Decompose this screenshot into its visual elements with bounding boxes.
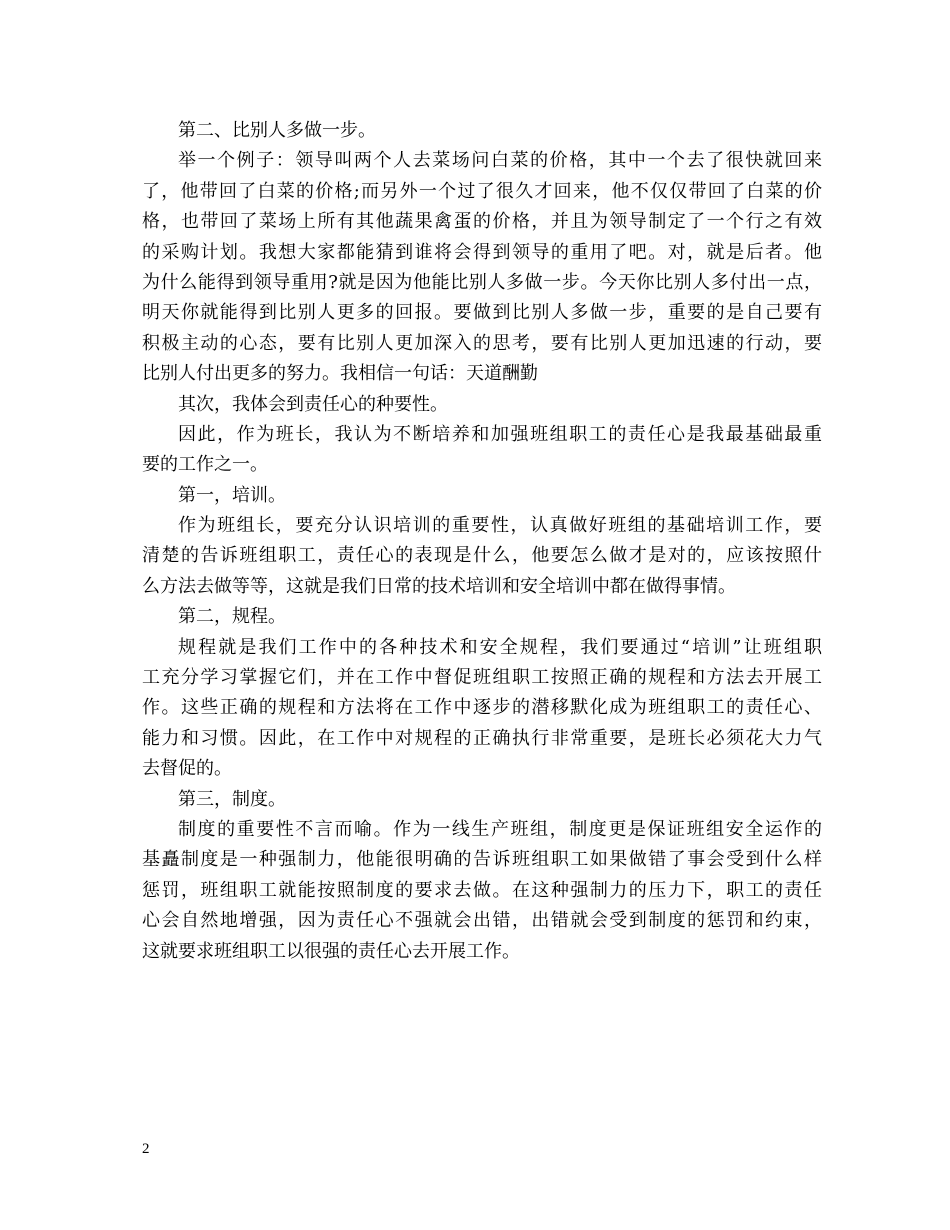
text-line: 为什么能得到领导重用?就是因为他能比别人多做一步。今天你比别人多付出一点， <box>142 271 822 293</box>
paragraph-heading: 第二、比别人多做一步。 <box>178 120 376 141</box>
text-line: 比别人付出更多的努力。我相信一句话：天道酬勤 <box>142 363 538 385</box>
text-line: 因此，作为班长，我认为不断培养和加强班组职工的责任心是我最基础最重 <box>178 423 822 445</box>
text-line: 惩罚，班组职工就能按照制度的要求去做。在这种强制力的压力下，职工的责任 <box>142 879 822 901</box>
text-line: 格，也带回了菜场上所有其他蔬果禽蛋的价格，并且为领导制定了一个行之有效 <box>142 211 822 233</box>
text-line: 作为班组长，要充分认识培训的重要性，认真做好班组的基础培训工作，要 <box>178 515 822 537</box>
text-line: 工充分学习掌握它们，并在工作中督促班组职工按照正确的规程和方法去开展工 <box>142 667 822 689</box>
text-line: 去督促的。 <box>142 758 232 780</box>
text-line: 这就要求班组职工以很强的责任心去开展工作。 <box>142 940 520 962</box>
paragraph-heading: 第一，培训。 <box>178 484 286 506</box>
text-line: 心会自然地增强，因为责任心不强就会出错，出错就会受到制度的惩罚和约束， <box>142 910 822 932</box>
paragraph-heading: 其次，我体会到责任心的种要性。 <box>178 393 448 415</box>
paragraph-heading: 第三，制度。 <box>178 788 286 810</box>
text-line: 规程就是我们工作中的各种技术和安全规程，我们要通过“培训”让班组职 <box>178 636 822 658</box>
text-line: 明天你就能得到比别人更多的回报。要做到比别人多做一步，重要的是自己要有 <box>142 302 822 324</box>
text-line: 积极主动的心态，要有比别人更加深入的思考，要有比别人更加迅速的行动，要 <box>142 332 822 354</box>
body-text <box>142 116 822 967</box>
page-number: 2 <box>142 1141 150 1157</box>
text-line: 的采购计划。我想大家都能猜到谁将会得到领导的重用了吧。对，就是后者。他 <box>142 241 822 263</box>
text-line: 基矗制度是一种强制力，他能很明确的告诉班组职工如果做错了事会受到什么样 <box>142 849 822 871</box>
text-line: 要的工作之一。 <box>142 454 268 476</box>
text-line: 了，他带回了白菜的价格;而另外一个过了很久才回来，他不仅仅带回了白菜的价 <box>142 180 822 202</box>
text-line: 制度的重要性不言而喻。作为一线生产班组，制度更是保证班组安全运作的 <box>178 818 822 840</box>
paragraph-heading: 第二，规程。 <box>178 606 286 628</box>
text-line: 清楚的告诉班组职工，责任心的表现是什么，他要怎么做才是对的，应该按照什 <box>142 545 822 567</box>
text-line: 作。这些正确的规程和方法将在工作中逐步的潜移默化成为班组职工的责任心、 <box>142 697 822 719</box>
text-line: 举一个例子：领导叫两个人去菜场问白菜的价格，其中一个去了很快就回来 <box>178 150 822 172</box>
text-line: 能力和习惯。因此，在工作中对规程的正确执行非常重要，是班长必须花大力气 <box>142 727 822 749</box>
text-line: 么方法去做等等，这就是我们日常的技术培训和安全培训中都在做得事情。 <box>142 575 736 597</box>
